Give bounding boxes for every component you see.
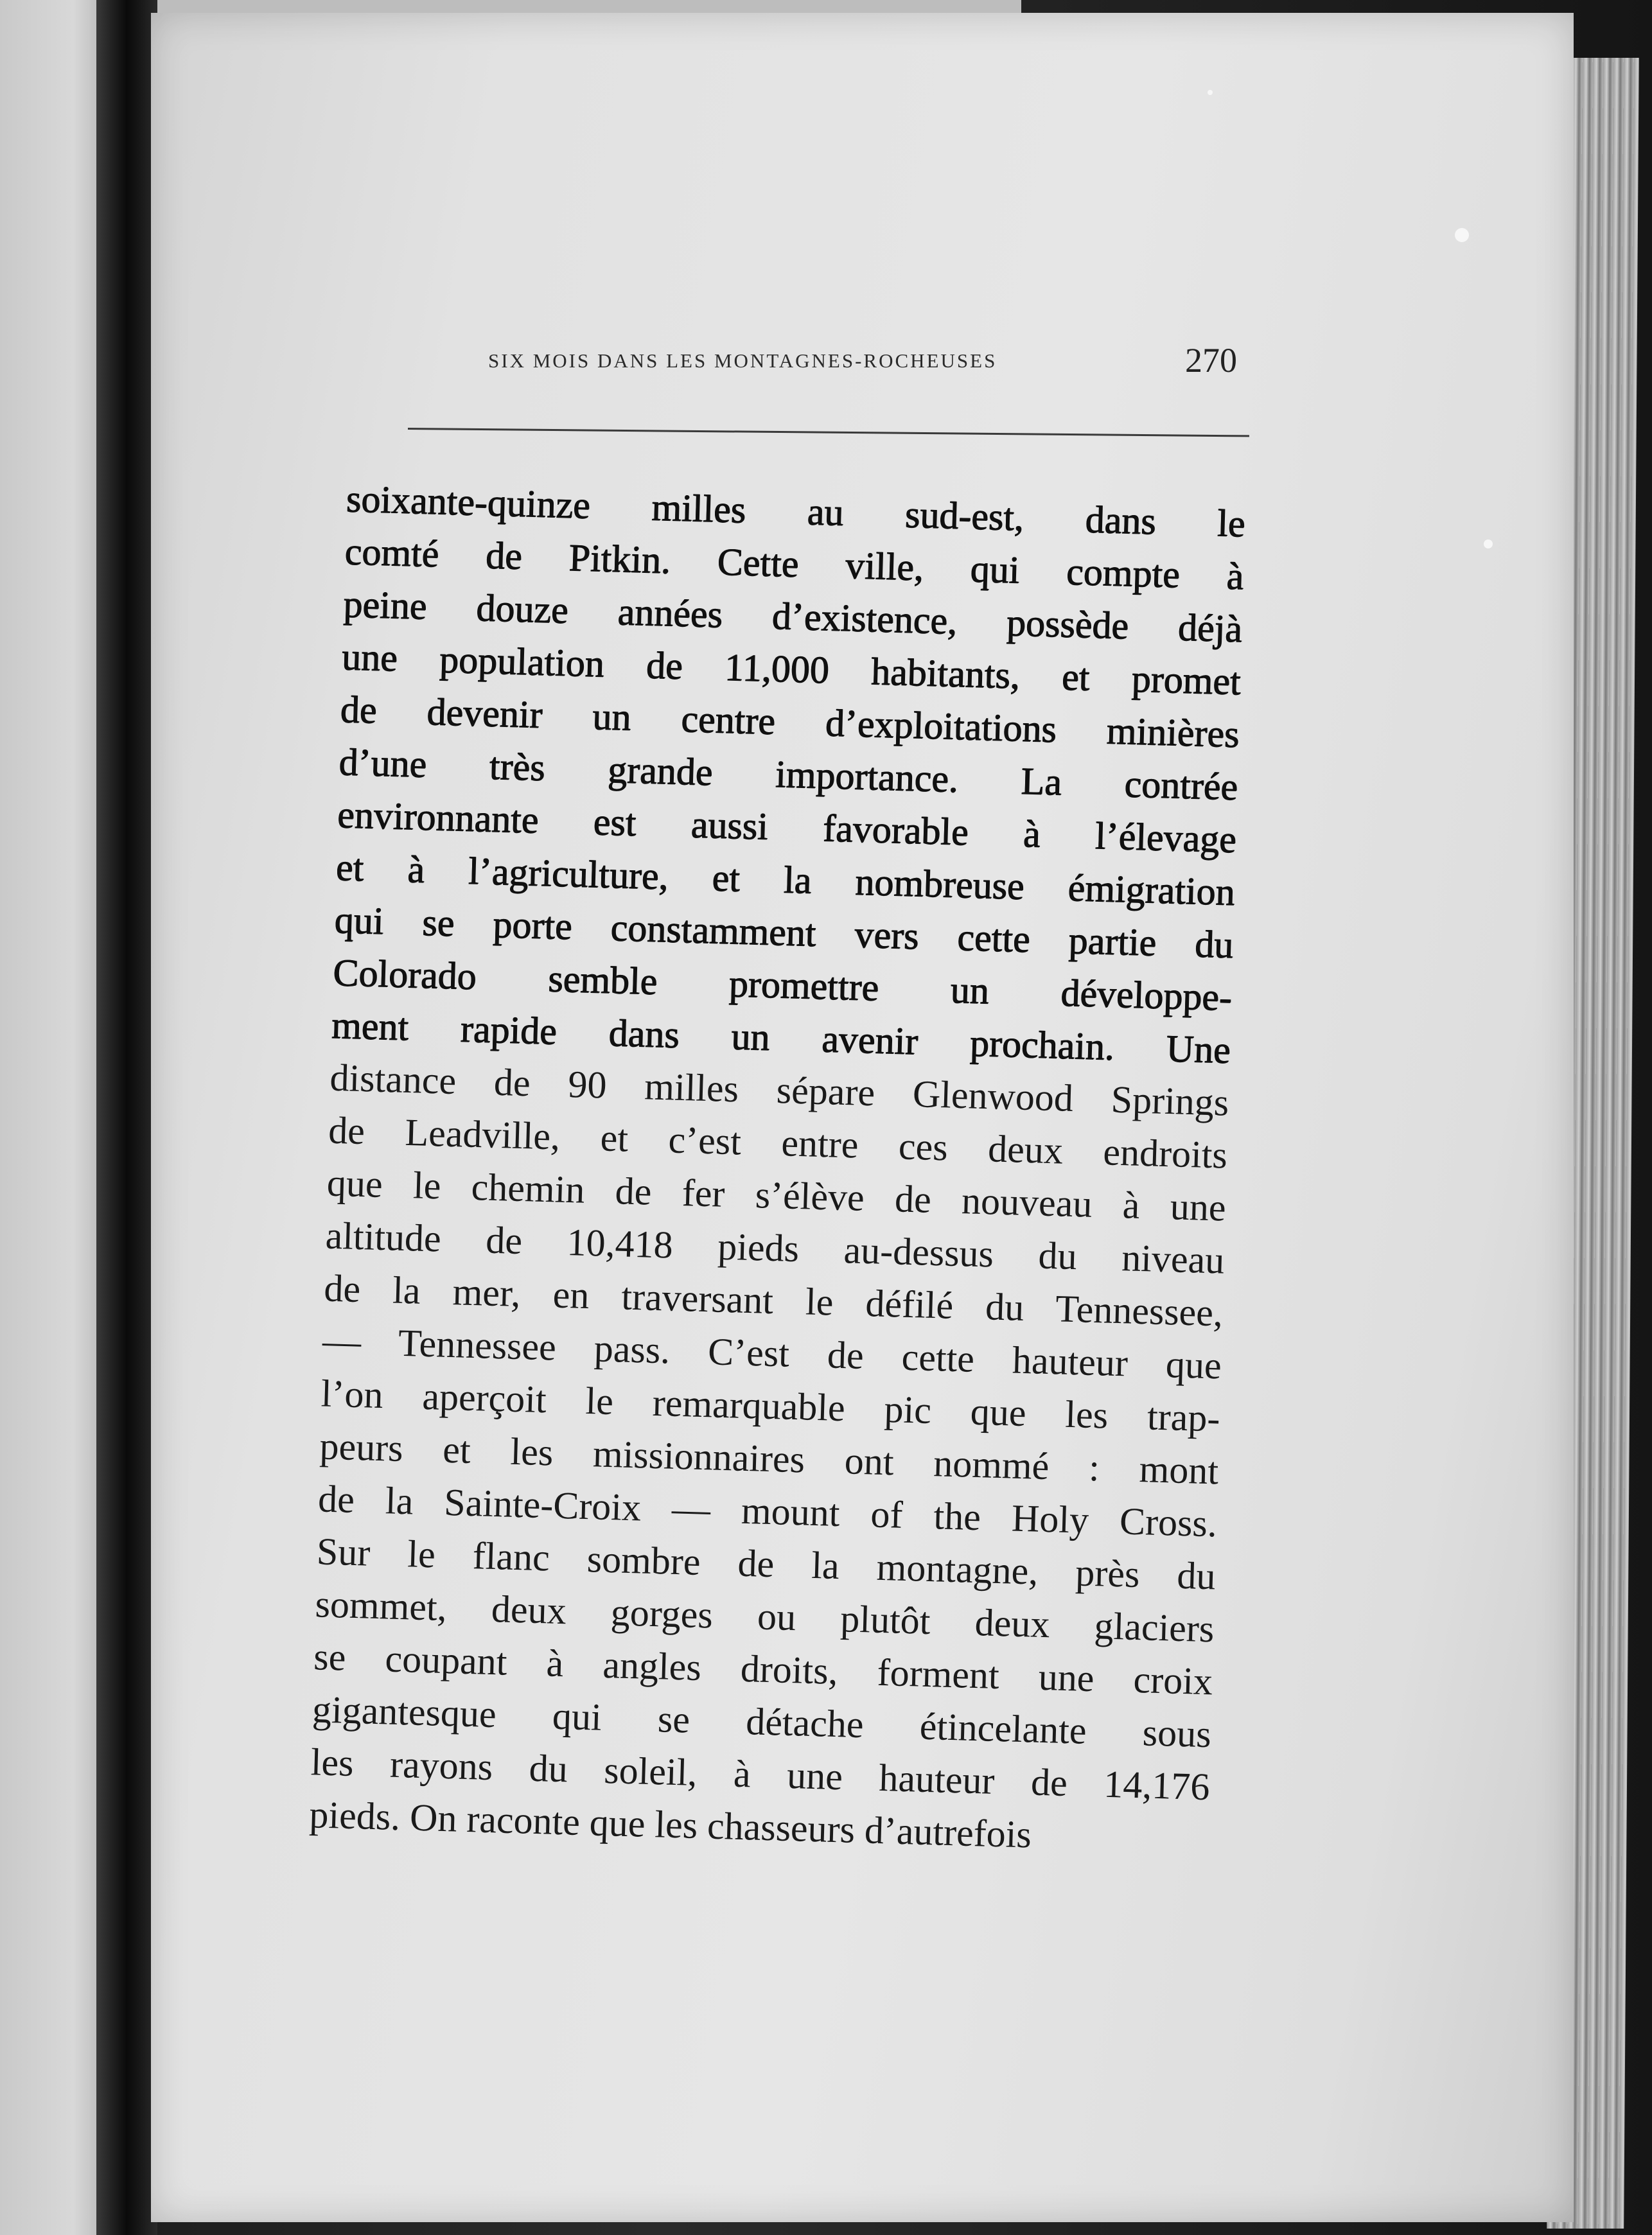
- text-line: distance de 90 milles sépare Glenwood Springs: [329, 1056, 1230, 1124]
- text-line: altitude de 10,418 pieds au-dessus du niveau: [324, 1214, 1226, 1282]
- text-line: comté de Pitkin. Cette ville, qui compte à: [344, 529, 1244, 598]
- text-line: pieds. On raconte que les chasseurs d’autrefois: [308, 1793, 1032, 1856]
- text-line: d’une très grande importance. La contrée: [338, 740, 1238, 808]
- text-line: peurs et les missionnaires ont nommé : mont: [319, 1424, 1220, 1493]
- text-line: environnante est aussi favorable à l’élevage: [337, 793, 1237, 861]
- text-line: de la mer, en traversant le défilé du Tennessee,: [323, 1266, 1224, 1335]
- text-line: qui se porte constamment vers cette partie du: [333, 898, 1234, 966]
- text-line: de devenir un centre d’exploitations minières: [339, 687, 1240, 755]
- scan-speck: [1455, 228, 1469, 242]
- text-line: peine douze années d’existence, possède déjà: [342, 582, 1243, 650]
- text-line: — Tennessee pass. C’est de cette hauteur que: [322, 1319, 1222, 1387]
- body-text: [308, 472, 1245, 1866]
- text-line: gigantesque qui se détache étincelante sous: [312, 1688, 1212, 1756]
- running-head: SIX MOIS DANS LES MONTAGNES-ROCHEUSES: [488, 349, 997, 372]
- scan-speck: [1484, 539, 1493, 548]
- text-line: soixante-quinze milles au sud-est, dans le: [345, 477, 1246, 545]
- page-header: [488, 340, 1259, 392]
- text-line: une population de 11,000 habitants, et promet: [341, 635, 1242, 703]
- text-line: de la Sainte-Croix — mount of the Holy Cross.: [317, 1477, 1218, 1545]
- text-line: se coupant à angles droits, forment une croix: [313, 1635, 1213, 1703]
- scan-speck: [1208, 90, 1213, 95]
- book-gutter: [96, 0, 157, 2235]
- text-line: ment rapide dans un avenir prochain. Une: [331, 1003, 1231, 1071]
- text-line: l’on aperçoit le remarquable pic que les trap-: [321, 1372, 1221, 1440]
- text-line: et à l’agriculture, et la nombreuse émigration: [335, 845, 1236, 913]
- text-line: que le chemin de fer s’élève de nouveau à une: [326, 1161, 1227, 1229]
- text-line: les rayons du soleil, à une hauteur de 14,176: [310, 1740, 1211, 1809]
- text-line: Colorado semble promettre un développe-: [332, 951, 1233, 1019]
- text-line: Sur le flanc sombre de la montagne, près du: [316, 1530, 1217, 1598]
- text-line: de Leadville, et c’est entre ces deux endroits: [328, 1109, 1228, 1177]
- page-number: 270: [1185, 341, 1237, 380]
- text-line: sommet, deux gorges ou plutôt deux glaciers: [314, 1582, 1215, 1651]
